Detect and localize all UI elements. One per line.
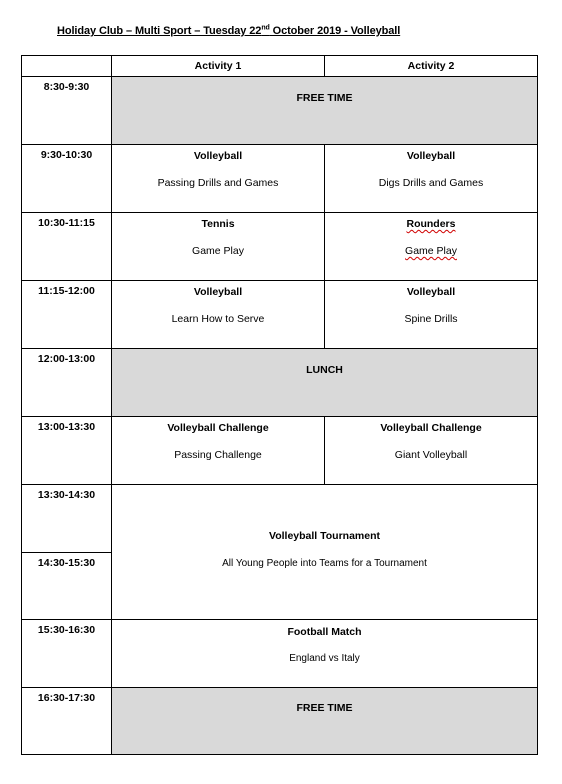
block-label: FREE TIME <box>296 92 353 104</box>
activity-desc: Game Play <box>192 245 244 257</box>
football-block <box>112 620 538 688</box>
activity-cell <box>112 417 325 485</box>
table-row <box>22 349 538 417</box>
activity-cell <box>112 281 325 349</box>
page-title: Holiday Club – Multi Sport – Tuesday 22nd October 2019 - Volleyball <box>57 24 401 37</box>
activity-desc: Learn How to Serve <box>171 313 265 325</box>
table-row <box>22 281 538 349</box>
activity-title: Volleyball <box>193 286 243 298</box>
time-slot: 12:00-13:00 <box>22 349 112 417</box>
activity-desc: Spine Drills <box>404 313 458 325</box>
activity-cell <box>325 145 538 213</box>
table-row <box>22 417 538 485</box>
time-slot: 13:00-13:30 <box>22 417 112 485</box>
block-label: FREE TIME <box>296 702 353 714</box>
time-slot: 11:15-12:00 <box>22 281 112 349</box>
activity-cell <box>112 145 325 213</box>
schedule-table <box>21 55 538 755</box>
activity-desc: Passing Drills and Games <box>157 177 279 189</box>
activity-desc: Giant Volleyball <box>394 449 468 461</box>
activity-title: Volleyball Challenge <box>380 422 482 434</box>
header-activity-1: Activity 1 <box>112 56 325 77</box>
table-row <box>22 485 538 553</box>
table-row <box>22 620 538 688</box>
block-label: LUNCH <box>306 364 343 376</box>
table-row <box>22 688 538 755</box>
activity-desc: Digs Drills and Games <box>378 177 484 189</box>
header-activity-2: Activity 2 <box>325 56 538 77</box>
lunch-block <box>112 349 538 417</box>
table-row <box>22 77 538 145</box>
activity-title: Rounders <box>406 218 456 230</box>
activity-desc: Passing Challenge <box>174 449 262 461</box>
activity-cell <box>325 281 538 349</box>
table-row <box>22 213 538 281</box>
table-row <box>22 145 538 213</box>
time-slot: 10:30-11:15 <box>22 213 112 281</box>
time-slot: 9:30-10:30 <box>22 145 112 213</box>
activity-title: Tennis <box>201 218 235 230</box>
time-slot: 8:30-9:30 <box>22 77 112 145</box>
time-slot: 15:30-16:30 <box>22 620 112 688</box>
activity-cell <box>112 213 325 281</box>
free-time-block <box>112 77 538 145</box>
activity-title: Volleyball <box>406 150 456 162</box>
time-slot: 13:30-14:30 <box>22 485 112 553</box>
activity-title: Volleyball Challenge <box>167 422 269 434</box>
header-time-cell <box>22 56 112 77</box>
tournament-block <box>112 485 538 620</box>
tournament-desc: All Young People into Teams for a Tournament <box>222 558 427 569</box>
match-desc: England vs Italy <box>289 653 360 664</box>
match-title: Football Match <box>287 626 362 638</box>
activity-cell <box>325 417 538 485</box>
activity-cell <box>325 213 538 281</box>
activity-title: Volleyball <box>406 286 456 298</box>
activity-desc: Game Play <box>405 245 457 257</box>
activity-title: Volleyball <box>193 150 243 162</box>
tournament-title: Volleyball Tournament <box>268 530 381 542</box>
time-slot: 14:30-15:30 <box>22 553 112 620</box>
header-row <box>22 56 538 77</box>
time-slot: 16:30-17:30 <box>22 688 112 755</box>
free-time-block <box>112 688 538 755</box>
